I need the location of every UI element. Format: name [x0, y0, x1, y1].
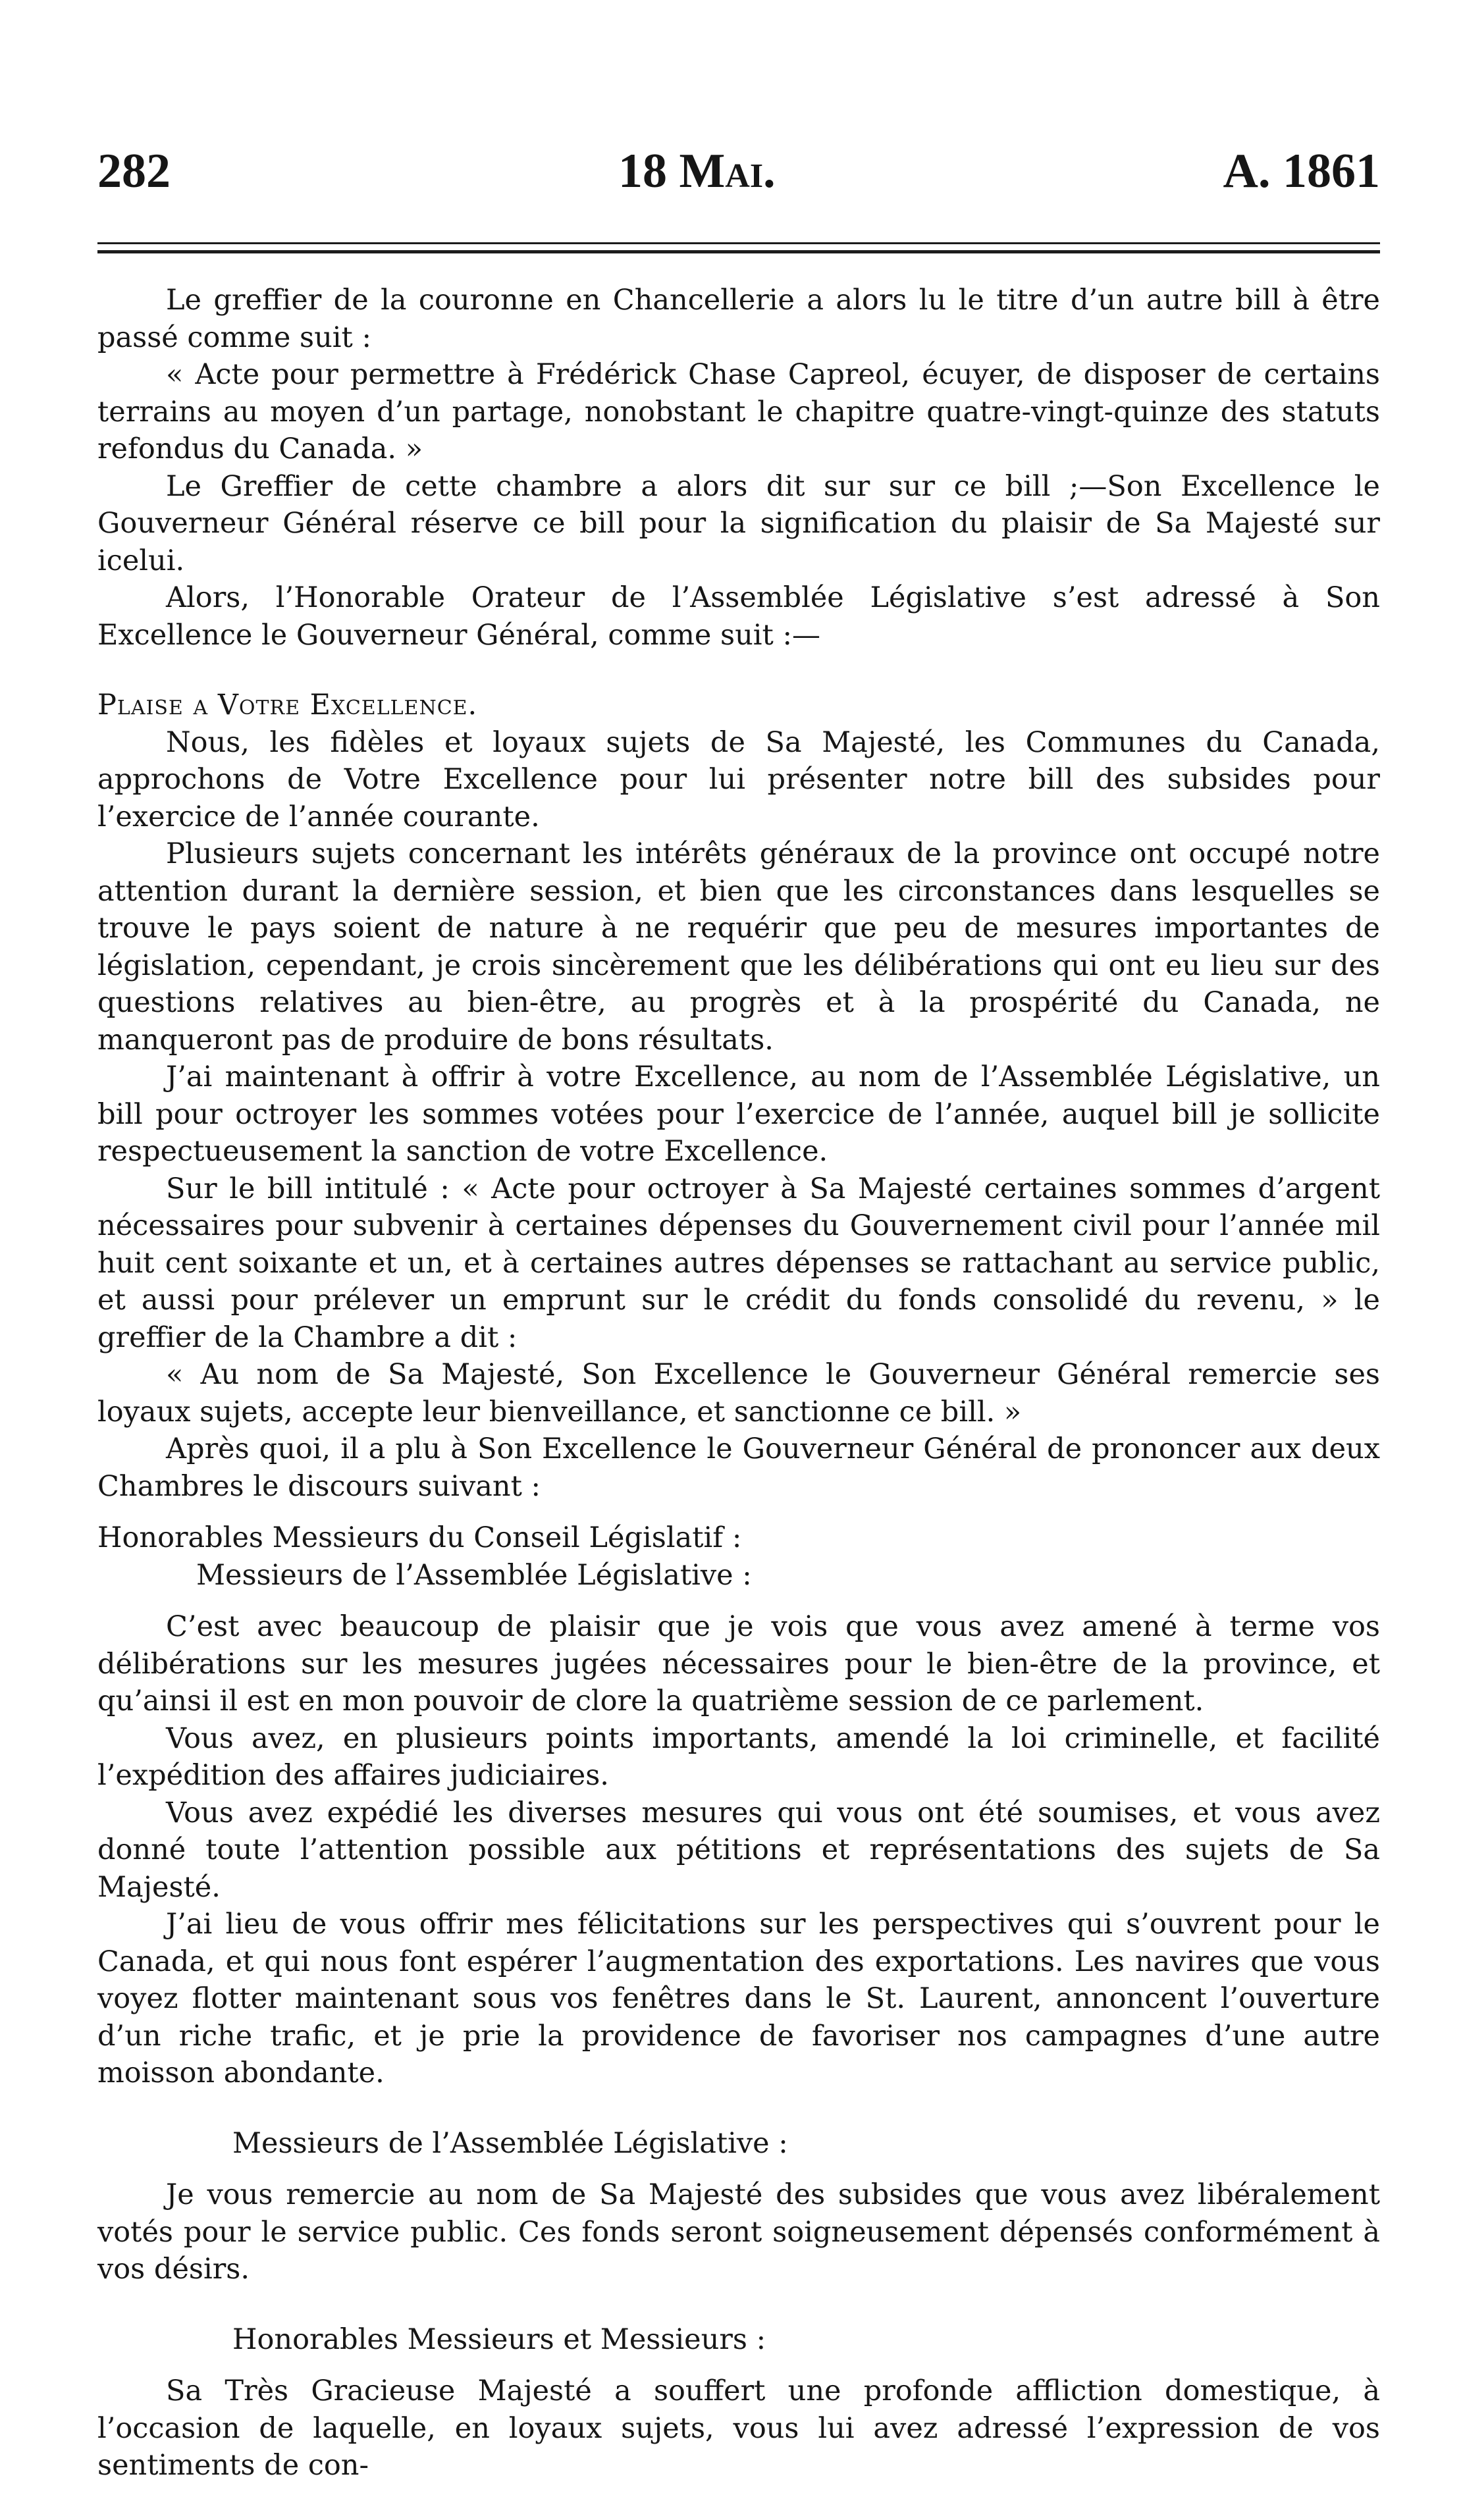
address-both: Honorables Messieurs et Messieurs : [232, 2323, 766, 2356]
page-header [97, 144, 1380, 199]
paragraph: Sur le bill intitulé : « Acte pour octroyer à Sa Majesté certaines sommes d’argent nécessaires pour subvenir à certaines dépenses du Gouvernement civil pour l’année mil huit cent soixante et un, et à certaines autres dépenses se rattachant au service public, et aussi pour prélever un emprunt sur le crédit du fonds consolidé du revenu, » le greffier de la Chambre a dit : [97, 1172, 1380, 1354]
quoted-assent: « Au nom de Sa Majesté, Son Excellence le Gouverneur Général remercie ses loyaux sujets, accepte leur bienveillance, et sanctionne ce bill. » [97, 1358, 1380, 1429]
address-council: Honorables Messieurs du Conseil Législatif : [97, 1521, 742, 1554]
page-date: 18 Mai. [618, 144, 776, 198]
page-number: 282 [97, 144, 171, 198]
page-year: A. 1861 [1223, 144, 1380, 198]
speech-paragraph: Vous avez, en plusieurs points importants, amendé la loi criminelle, et facilité l’expédition des affaires judiciaires. [97, 1721, 1380, 1792]
section-heading: Plaise a Votre Excellence. [97, 689, 478, 722]
address-assembly: Messieurs de l’Assemblée Législative : [196, 1558, 752, 1592]
paragraph: Le greffier de la couronne en Chancellerie a alors lu le titre d’un autre bill à être passé comme suit : [97, 284, 1380, 354]
body-text [97, 282, 1380, 2484]
paragraph: Alors, l’Honorable Orateur de l’Assemblée Législative s’est adressé à Son Excellence le Gouverneur Général, comme suit :— [97, 581, 1380, 652]
speech-paragraph: J’ai lieu de vous offrir mes félicitations sur les perspectives qui s’ouvrent pour le Canada, et qui nous font espérer l’augmentation des exportations. Les navires que vous voyez flotter maintenant sous vos fenêtres dans le St. Laurent, annoncent l’ouverture d’un riche trafic, et je prie la providence de favoriser nos campagnes d’une autre moisson abondante. [97, 1908, 1380, 2089]
speech-paragraph: Sa Très Gracieuse Majesté a souffert une profonde affliction domestique, à l’occasion de laquelle, en loyaux sujets, vous lui avez adressé l’expression de vos sentiments de con- [97, 2375, 1380, 2482]
speech-paragraph: C’est avec beaucoup de plaisir que je vois que vous avez amené à terme vos délibérations sur les mesures jugées nécessaires pour le bien-être de la province, et qu’ainsi il est en mon pouvoir de clore la quatrième session de ce parlement. [97, 1610, 1380, 1718]
header-rule-thick [97, 250, 1380, 253]
address-assembly-2: Messieurs de l’Assemblée Législative : [232, 2126, 788, 2160]
paragraph: Après quoi, il a plu à Son Excellence le Gouverneur Général de prononcer aux deux Chambres le discours suivant : [97, 1432, 1380, 1503]
quoted-act-title: « Acte pour permettre à Frédérick Chase Capreol, écuyer, de disposer de certains terrains au moyen d’un partage, nonobstant le chapitre quatre-vingt-quinze des statuts refondus du Canada. » [97, 358, 1380, 465]
speech-paragraph: Je vous remercie au nom de Sa Majesté des subsides que vous avez libéralement votés pour le service public. Ces fonds seront soigneusement dépensés conformément à vos désirs. [97, 2178, 1380, 2286]
paragraph: J’ai maintenant à offrir à votre Excellence, au nom de l’Assemblée Législative, un bill pour octroyer les sommes votées pour l’exercice de l’année, auquel bill je sollicite respectueusement la sanction de votre Excellence. [97, 1061, 1380, 1168]
header-rule-thin [97, 242, 1380, 244]
header-double-rule [97, 242, 1380, 253]
speech-paragraph: Vous avez expédié les diverses mesures qui vous ont été soumises, et vous avez donné toute l’attention possible aux pétitions et représentations des sujets de Sa Majesté. [97, 1796, 1380, 1904]
paragraph: Nous, les fidèles et loyaux sujets de Sa Majesté, les Communes du Canada, approchons de Votre Excellence pour lui présenter notre bill des subsides pour l’exercice de l’année courante. [97, 725, 1380, 833]
paragraph: Plusieurs sujets concernant les intérêts généraux de la province ont occupé notre attention durant la dernière session, et bien que les circonstances dans lesquelles se trouve le pays soient de nature à ne requérir que peu de mesures importantes de législation, cependant, je crois sincèrement que les délibérations qui ont eu lieu sur des questions relatives au bien-être, au progrès et à la prospérité du Canada, ne manqueront pas de produire de bons résultats. [97, 837, 1380, 1057]
paragraph: Le Greffier de cette chambre a alors dit sur sur ce bill ;—Son Excellence le Gouverneur Général réserve ce bill pour la signification du plaisir de Sa Majesté sur icelui. [97, 469, 1380, 577]
